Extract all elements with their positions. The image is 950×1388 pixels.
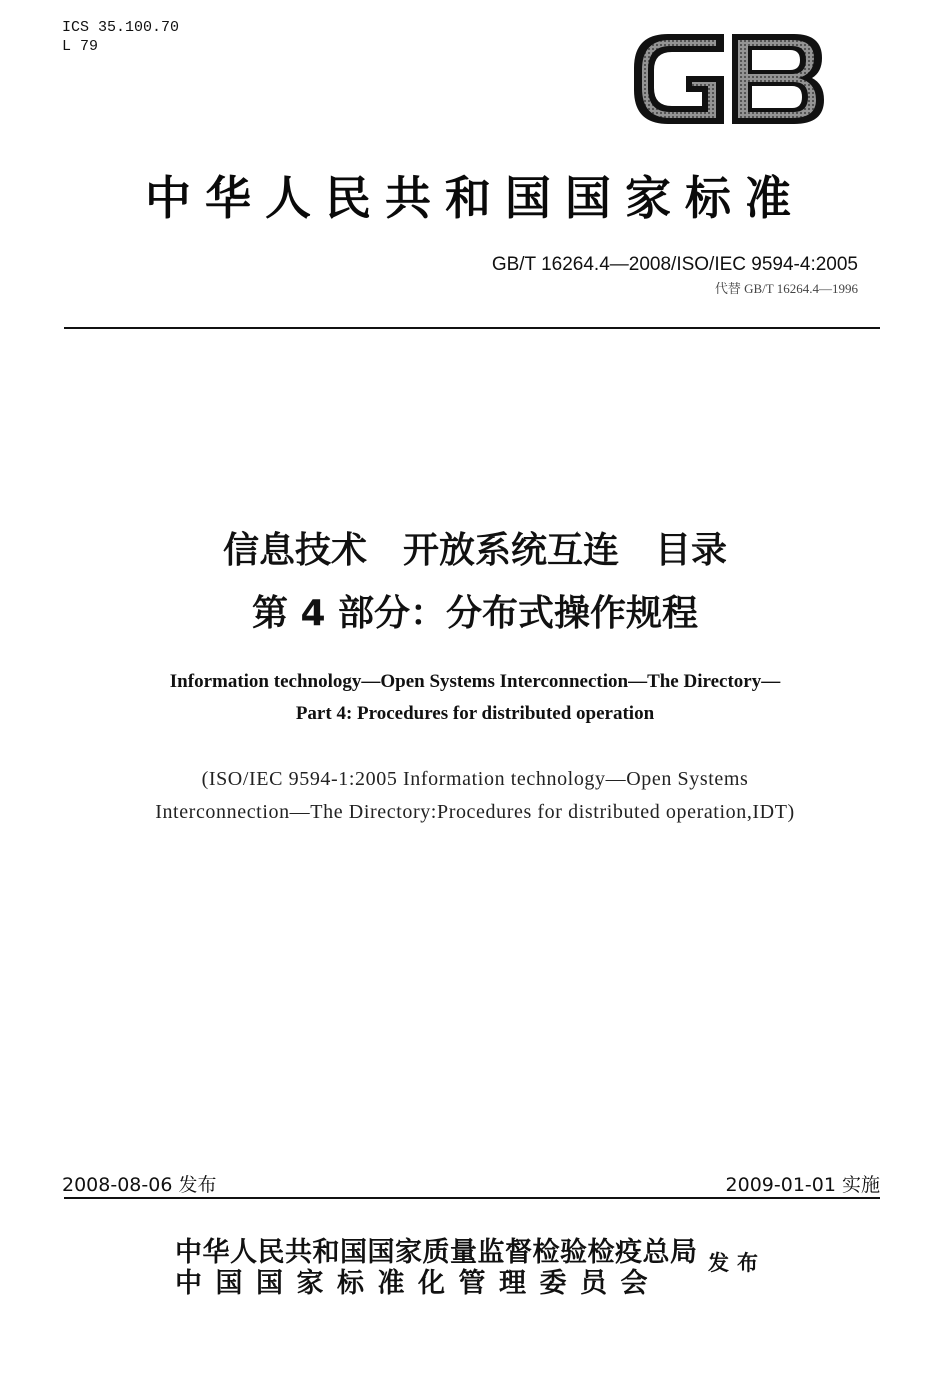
national-standard-title: 中华人民共和国国家标准 [145, 171, 805, 225]
standard-number: GB/T 16264.4—2008/ISO/IEC 9594-4:2005 [491, 254, 858, 275]
publisher-org-1: 中华人民共和国国家质量监督检验检疫总局 [175, 1237, 698, 1268]
title-en-line2: Part 4: Procedures for distributed operation [295, 703, 655, 724]
title-cn-line2: 第 4 部分：分布式操作规程 [251, 593, 699, 634]
effective-date: 2009-01-01 实施 [725, 1174, 880, 1196]
gb-logo [628, 28, 828, 130]
issue-date: 2008-08-06 发布 [62, 1174, 217, 1196]
ccs-code: L 79 [62, 38, 99, 55]
footer-divider [64, 1197, 880, 1199]
iso-equivalent-line1: (ISO/IEC 9594-1:2005 Information technology—Open Systems [201, 768, 749, 790]
iso-equivalent-line2: Interconnection—The Directory:Procedures for distributed operation,IDT) [155, 801, 795, 823]
classification-codes [62, 18, 179, 56]
title-en-line1: Information technology—Open Systems Interconnection—The Directory— [169, 671, 781, 692]
header-divider [64, 327, 880, 329]
publisher-org-2: 中国国家标准化管理委员会 [175, 1268, 661, 1299]
title-cn-line1: 信息技术 开放系统互连 目录 [222, 530, 727, 571]
replaces-note: 代替 GB/T 16264.4—1996 [714, 281, 858, 296]
ics-code: ICS 35.100.70 [62, 19, 180, 36]
publish-label: 发布 [708, 1250, 766, 1275]
